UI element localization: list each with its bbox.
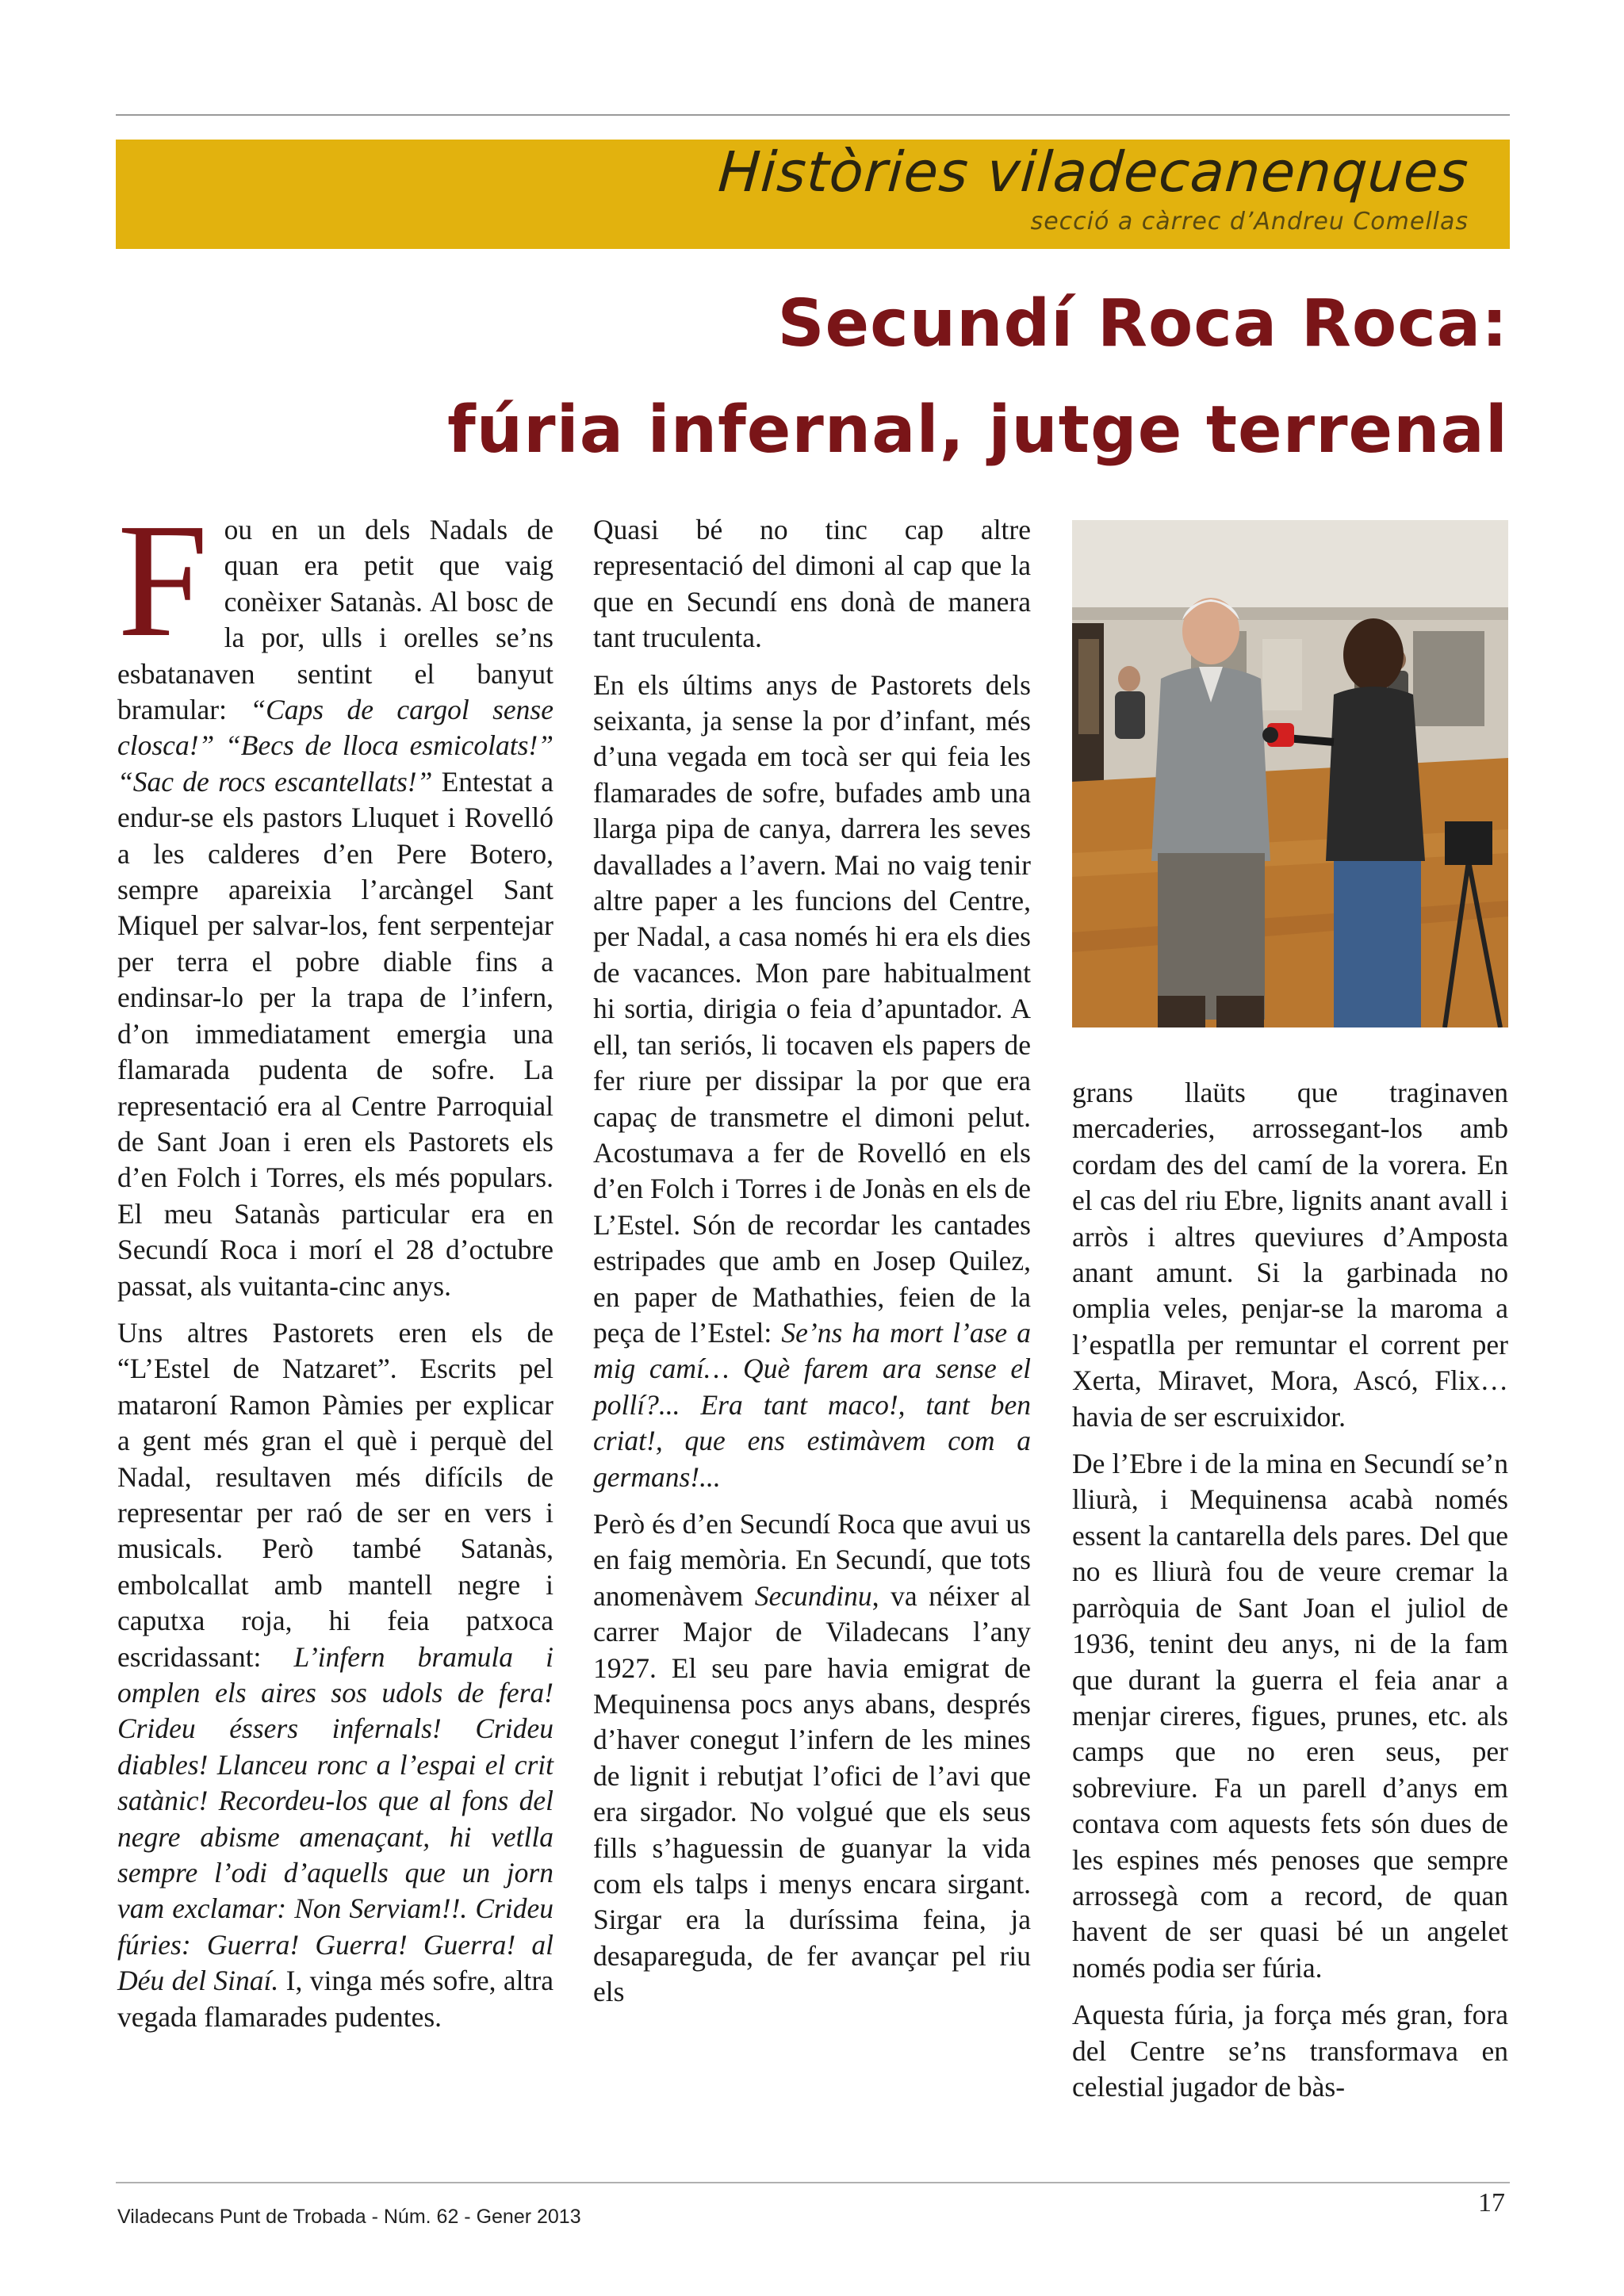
italic-quote: L’infern bramula i omplen els aires sos udols de fera! Crideu éssers infernals! Crideu diables! Llanceu ronc a l’espai el crit satànic! Recordeu-los que al fons del negre abisme amenaçant, hi vetlla sempre l’odi d’aquells que un jorn vam exclamar: Non Serviam!!. Crideu fúries: Guerra! Guerra! Guerra! al Déu del Sinaí.	[117, 1640, 553, 1997]
text-run: En els últims anys de Pastorets dels seixanta, ja sense la por d’infant, més d’una vegada em tocà ser qui feia les flamarades de sofre, bufades amb una llarga pipa de canya, darrera les seves davallades a l’avern. Mai no vaig tenir altre paper a les funcions del Centre, per Nadal, a casa només hi era els dies de vacances. Mon pare habitualment hi sortia, dirigia o feia d’apuntador. A ell, tan seriós, li tocaven els papers de fer riure per dissipar la por que era capaç de transmetre el dimoni pelut. Acostumava a fer de Rovelló en els d’en Folch i Torres i de Jonàs en els de L’Estel. Són de recordar les cantades estripades que amb en Josep Quilez, en paper de Mathathies, feien de la peça de l’Estel:	[593, 668, 1031, 1349]
section-title: Històries viladecanenques	[716, 140, 1471, 205]
top-rule	[116, 114, 1510, 116]
drop-cap: F	[117, 489, 209, 671]
text-run: Uns altres Pastorets eren els de “L’Estel de Natzaret”. Escrits pel mataroní Ramon Pàmies per explicar a gent més gran el què i perquè del Nadal, resultaven més difícils de representar per raó de ser en vers i musicals. Però també Satanàs, embolcallat amb mantell negre i caputxa roja, hi feia patxoca escridassant:	[117, 1316, 553, 1673]
footer-publication: Viladecans Punt de Trobada - Núm. 62 - Gener 2013	[117, 2206, 581, 2228]
italic-nickname: Secundinu	[754, 1579, 872, 1612]
text-run: Entestat a endur-se els pastors Lluquet i Rovelló a les calderes d’en Pere Botero, sempre apareixia l’arcàngel Sant Miquel per salvar-los, fent serpentejar per terra el pobre diable fins a endinsar-lo per la trapa de l’infern, d’on immediatament emergia una flamarada pudenta de sofre. La representació era al Centre Parroquial de Sant Joan i eren els Pastorets els d’en Folch i Torres, els més populars. El meu Satanàs particular era en Secundí Roca i morí el 28 d’octubre passat, als vuitanta-cinc anys.	[117, 765, 553, 1302]
section-subtitle: secció a càrrec d’Andreu Comellas	[1030, 208, 1469, 235]
section-banner	[116, 140, 1510, 249]
photo-illustration	[1072, 520, 1508, 1027]
italic-quote: Se’ns ha mort l’ase a mig camí… Què farem ara sense el pollí?... Era tant maco!, tant ben criat!, que ens estimàvem com a germans!...	[593, 1316, 1032, 1493]
article-column-3	[1072, 1075, 1508, 2116]
paragraph	[593, 668, 1031, 1495]
paragraph: De l’Ebre i de la mina en Secundí se’n lliurà, i Mequinensa acabà només essent la cantarella dels pares. Del que no es lliurà fou de veure cremar la parròquia de Sant Joan el juliol de 1936, tenint deu anys, ni de la fam que durant la guerra el feia anar a menjar cireres, figues, prunes, etc. als camps que no eren seus, per sobreviure. Fa un parell d’anys em contava com aquests fets són dues de les espines més penoses que sempre arrossegà com a record, de quan havent de ser quasi bé un angelet només podia ser fúria.	[1072, 1448, 1508, 1984]
text-run: Però és d’en Secundí Roca que avui us en faig memòria. En Secundí, que tots anomenàvem	[593, 1507, 1031, 1612]
paragraph	[117, 1315, 553, 2035]
paragraph: grans llaüts que traginaven mercaderies, arrossegant-los amb cordam des del camí de la vorera. En el cas del riu Ebre, lignits anant avall i arròs i altres queviures d’Amposta anant amunt. Si la garbinada no omplia veles, penjar-se la maroma a l’espatlla per remuntar el corrent per Xerta, Miravet, Mora, Ascó, Flix… havia de ser escruixidor.	[1072, 1077, 1508, 1433]
headline-line-2: fúria infernal, jutge terrenal	[447, 392, 1508, 468]
text-run: I, vinga més sofre, altra vegada flamarades pudentes.	[117, 1965, 553, 2033]
paragraph	[593, 1506, 1031, 2011]
bottom-rule	[116, 2182, 1510, 2183]
paragraph: Aquesta fúria, ja força més gran, fora del Centre se’ns transformava en celestial jugador de bàs-	[1072, 1999, 1508, 2103]
article-column-1	[117, 489, 553, 2046]
text-run: , va néixer al carrer Major de Viladecans l’any 1927. El seu pare havia emigrat de Mequinensa pocs anys abans, després d’haver conegut l’infern de les mines de lignit i rebutjat l’ofici de l’avi que era sirgador. No volgué que els seus fills s’haguessin de guanyar la vida com els talps i menys encara sirgant. Sirgar era la duríssima feina, ja desapareguda, de fer avançar pel riu els	[593, 1579, 1031, 2008]
headline-line-1: Secundí Roca Roca:	[777, 286, 1508, 362]
interview-photo	[1072, 520, 1508, 1027]
italic-quote: “Caps de cargol sense closca!” “Becs de lloca esmicolats!” “Sac de rocs escantellats!”	[117, 694, 553, 798]
article-column-2	[593, 512, 1031, 2022]
paragraph	[117, 489, 553, 1304]
paragraph: Quasi bé no tinc cap altre representació del dimoni al cap que la que en Secundí ens donà de manera tant truculenta.	[593, 514, 1031, 654]
page-number: 17	[1478, 2188, 1505, 2218]
text-run: ou en un dels Nadals de quan era petit que vaig conèixer Satanàs. Al bosc de la por, ulls i orelles se’ns esbatanaven sentint el banyut bramular:	[117, 514, 553, 726]
